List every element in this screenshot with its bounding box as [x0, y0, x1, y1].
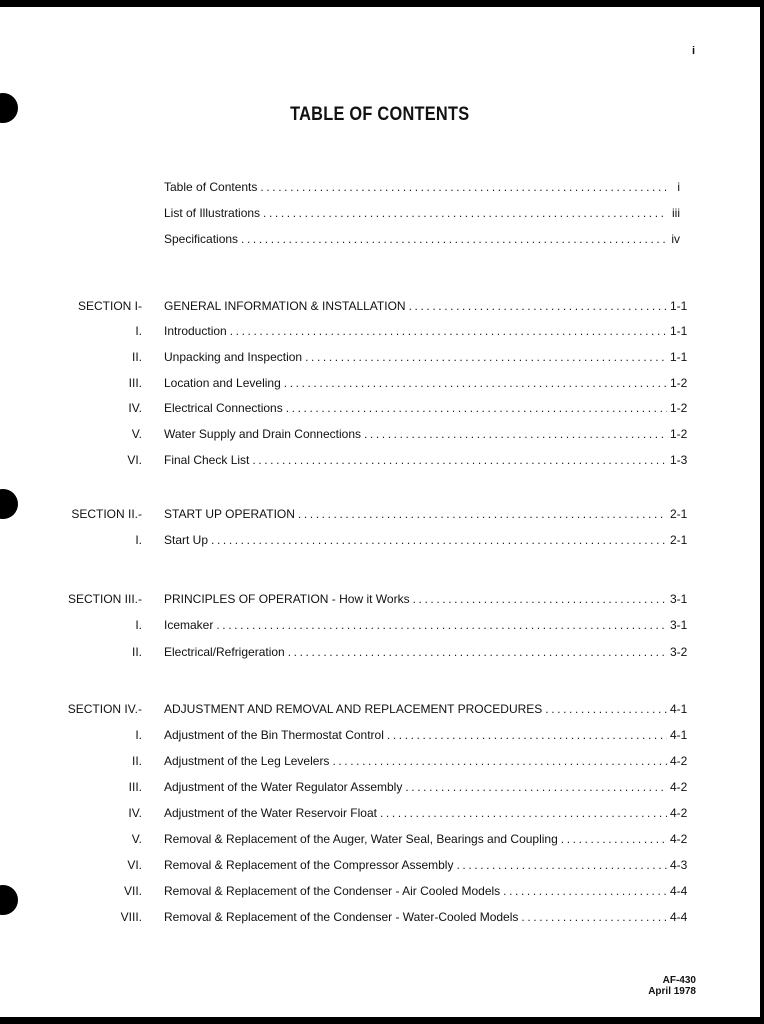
dot-leader — [305, 349, 667, 365]
dot-leader — [364, 426, 667, 442]
dot-leader — [405, 779, 667, 795]
entry-page: 1-2 — [670, 427, 688, 441]
dot-leader — [380, 805, 667, 821]
toc-entry — [0, 205, 760, 221]
entry-title: Electrical Connections — [164, 401, 283, 415]
entry-page: 4-1 — [670, 728, 688, 742]
section-label: SECTION II.- — [71, 507, 142, 521]
entry-page: 4-3 — [670, 858, 688, 872]
item-number: I. — [135, 728, 142, 742]
section-heading — [0, 591, 760, 607]
item-number: II. — [131, 754, 142, 768]
entry-page: iv — [671, 232, 680, 246]
section-page: 3-1 — [670, 592, 688, 606]
dot-leader — [252, 452, 667, 468]
page-title: TABLE OF CONTENTS — [290, 104, 470, 125]
entry-title: Removal & Replacement of the Condenser - Water-Cooled Models — [164, 910, 519, 924]
item-number: I. — [135, 324, 142, 338]
entry-page: 3-1 — [670, 618, 688, 632]
section-page: 4-1 — [670, 702, 688, 716]
toc-entry — [0, 375, 760, 391]
dot-leader — [230, 323, 667, 339]
entry-page: iii — [672, 206, 680, 220]
toc-entry — [0, 805, 760, 821]
dot-leader — [545, 701, 667, 717]
dot-leader — [387, 727, 667, 743]
section-page: 2-1 — [670, 507, 688, 521]
doc-code: AF-430 — [662, 975, 696, 986]
entry-title: Location and Leveling — [164, 376, 281, 390]
item-number: VI. — [127, 858, 142, 872]
entry-page: 4-2 — [670, 832, 688, 846]
item-number: VI. — [127, 453, 142, 467]
entry-page: 3-2 — [670, 645, 688, 659]
toc-entry — [0, 426, 760, 442]
entry-title: Adjustment of the Water Reservoir Float — [164, 806, 377, 820]
entry-page: 4-4 — [670, 884, 688, 898]
toc-entry — [0, 909, 760, 925]
dot-leader — [413, 591, 667, 607]
item-number: III. — [128, 780, 142, 794]
entry-title: Specifications — [164, 232, 239, 246]
toc-entry — [0, 617, 760, 633]
dot-leader — [260, 179, 667, 195]
entry-title: Removal & Replacement of the Compressor Assembly — [164, 858, 454, 872]
item-number: III. — [128, 376, 142, 390]
toc-entry — [0, 323, 760, 339]
toc-entry — [0, 644, 760, 660]
doc-date: April 1978 — [648, 986, 696, 997]
toc-entry — [0, 753, 760, 769]
item-number: VIII. — [120, 910, 142, 924]
section-title: GENERAL INFORMATION & INSTALLATION — [164, 299, 406, 313]
item-number: V. — [131, 427, 142, 441]
toc-entry — [0, 400, 760, 416]
dot-leader — [561, 831, 667, 847]
dot-leader — [332, 753, 667, 769]
entry-title: Start Up — [164, 533, 209, 547]
entry-page: 1-1 — [670, 324, 688, 338]
item-number: IV. — [128, 806, 142, 820]
page-number: i — [692, 45, 696, 57]
entry-title: Introduction — [164, 324, 227, 338]
document-footer — [648, 975, 696, 997]
entry-page: 2-1 — [670, 533, 688, 547]
section-title: PRINCIPLES OF OPERATION - How it Works — [164, 592, 410, 606]
section-title: ADJUSTMENT AND REMOVAL AND REPLACEMENT PROCEDURES — [164, 702, 543, 716]
entry-page: 4-2 — [670, 780, 688, 794]
dot-leader — [286, 400, 667, 416]
entry-title: Unpacking and Inspection — [164, 350, 303, 364]
dot-leader — [284, 375, 667, 391]
entry-title: Water Supply and Drain Connections — [164, 427, 361, 441]
entry-title: Removal & Replacement of the Auger, Water Seal, Bearings and Coupling — [164, 832, 558, 846]
item-number: II. — [131, 350, 142, 364]
toc-entry — [0, 831, 760, 847]
section-heading — [0, 701, 760, 717]
toc-entry — [0, 727, 760, 743]
dot-leader — [298, 506, 667, 522]
entry-title: Removal & Replacement of the Condenser - Air Cooled Models — [164, 884, 501, 898]
entry-title: List of Illustrations — [164, 206, 261, 220]
binder-hole — [0, 93, 18, 123]
entry-page: 1-3 — [670, 453, 688, 467]
entry-title: Table of Contents — [164, 180, 258, 194]
item-number: II. — [131, 645, 142, 659]
section-heading — [0, 298, 760, 314]
section-label: SECTION I- — [77, 299, 142, 313]
toc-entry — [0, 857, 760, 873]
toc-entry — [0, 349, 760, 365]
entry-page: 4-4 — [670, 910, 688, 924]
item-number: I. — [135, 533, 142, 547]
section-title: START UP OPERATION — [164, 507, 295, 521]
toc-entry — [0, 883, 760, 899]
entry-page: i — [677, 180, 680, 194]
dot-leader — [241, 231, 667, 247]
document-page — [0, 7, 760, 1017]
item-number: IV. — [128, 401, 142, 415]
entry-page: 4-2 — [670, 806, 688, 820]
section-label: SECTION IV.- — [67, 702, 142, 716]
entry-title: Icemaker — [164, 618, 214, 632]
toc-entry — [0, 779, 760, 795]
toc-entry — [0, 532, 760, 548]
toc-entry — [0, 179, 760, 195]
item-number: I. — [135, 618, 142, 632]
item-number: V. — [131, 832, 142, 846]
dot-leader — [456, 857, 667, 873]
toc-entry — [0, 452, 760, 468]
item-number: VII. — [123, 884, 142, 898]
section-heading — [0, 506, 760, 522]
entry-page: 4-2 — [670, 754, 688, 768]
entry-title: Adjustment of the Leg Levelers — [164, 754, 330, 768]
entry-page: 1-2 — [670, 376, 688, 390]
entry-page: 1-1 — [670, 350, 688, 364]
dot-leader — [288, 644, 667, 660]
dot-leader — [503, 883, 667, 899]
dot-leader — [211, 532, 667, 548]
section-page: 1-1 — [670, 299, 688, 313]
entry-title: Adjustment of the Bin Thermostat Control — [164, 728, 384, 742]
dot-leader — [409, 298, 667, 314]
entry-title: Adjustment of the Water Regulator Assembly — [164, 780, 403, 794]
dot-leader — [263, 205, 667, 221]
entry-page: 1-2 — [670, 401, 688, 415]
entry-title: Final Check List — [164, 453, 250, 467]
dot-leader — [216, 617, 667, 633]
section-label: SECTION III.- — [67, 592, 142, 606]
entry-title: Electrical/Refrigeration — [164, 645, 285, 659]
toc-entry — [0, 231, 760, 247]
dot-leader — [521, 909, 667, 925]
